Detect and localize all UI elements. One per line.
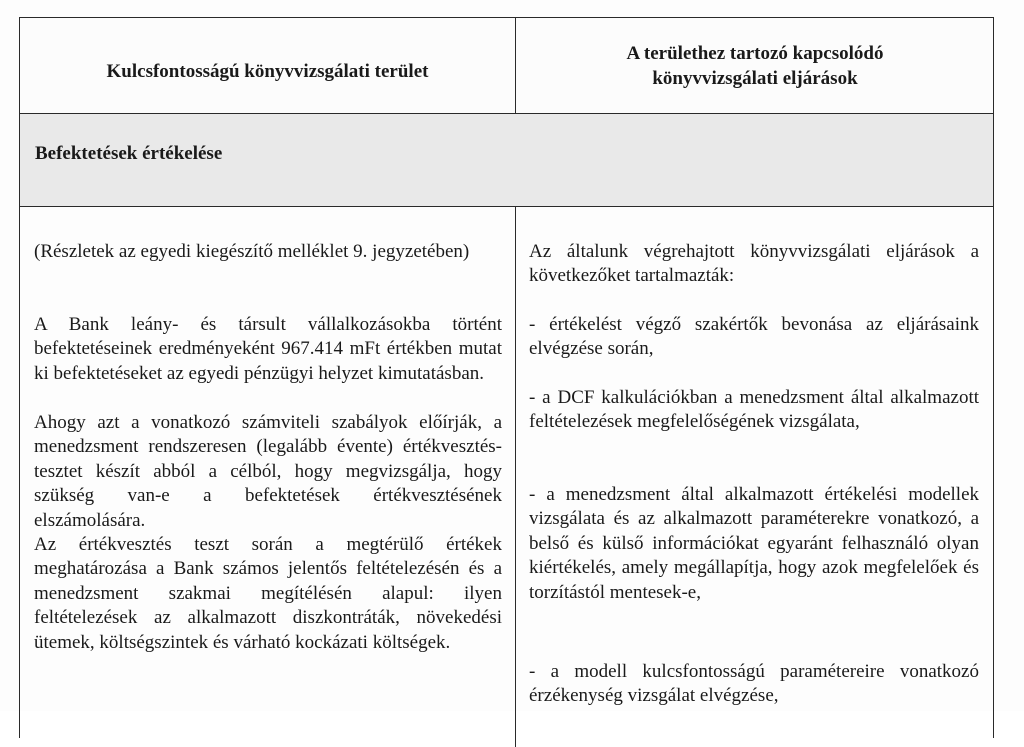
procedure-item-4: - a modell kulcsfontosságú paramétereire vonatkozó érzékenység vizsgálat elvégzése, <box>529 661 979 707</box>
paragraph-reference: (Részletek az egyedi kiegészítő melléklet 9. jegyzetében) <box>34 241 470 262</box>
key-audit-matter-cell <box>20 207 516 747</box>
section-title-row <box>20 114 993 207</box>
header-audit-procedures <box>517 18 993 113</box>
table-header-row <box>20 18 993 114</box>
procedure-item-1: - értékelést végző szakértők bevonása az eljárásaink elvégzése során, <box>529 314 979 360</box>
section-title: Befektetések értékelése <box>35 143 223 164</box>
header-left-text: Kulcsfontosságú könyvvizsgálati terület <box>106 61 429 82</box>
paragraph-impairment-test: Ahogy azt a vonatkozó számviteli szabályok előírják, a menedzsment rendszeresen (legalább évente) értékvesztés-tesztet készít abból a célból, hogy megvizsgálja, hogy szükség van-e a befektetések értékvesztésének elszámolására. <box>34 412 502 531</box>
audit-matters-table <box>19 17 994 738</box>
header-right-line-2: könyvvizsgálati eljárások <box>652 67 858 89</box>
paragraph-investments: A Bank leány- és társult vállalkozásokba történt befektetéseinek eredményeként 967.414 mFt értékben mutat ki befektetéseket az egyedi pénzügyi helyzet kimutatásban. <box>34 314 502 384</box>
audit-procedures-cell <box>517 207 993 747</box>
header-key-audit-matter <box>20 18 516 119</box>
header-right-block <box>627 41 884 91</box>
procedures-intro: Az általunk végrehajtott könyvvizsgálati eljárások a következőket tartalmazták: <box>529 241 979 287</box>
header-right-line-1: A területhez tartozó kapcsolódó <box>626 42 884 64</box>
procedure-item-2: - a DCF kalkulációkban a menedzsment által alkalmazott feltételezések megfelelőségének vizsgálata, <box>529 387 979 433</box>
paragraph-assumptions: Az értékvesztés teszt során a megtérülő értékek meghatározása a Bank számos jelentős feltételezésén és a menedzsment szakmai megítélésén alapul: ilyen feltételezések az alkalmazott diszkontráták, növekedési ütemek, költségszintek és várható kockázati költségek. <box>34 534 502 653</box>
procedure-item-3: - a menedzsment által alkalmazott értékelési modellek vizsgálata és az alkalmazott paraméterekre vonatkozó, a belső és külső információkat egyaránt felhasználó olyan kiértékelés, amely megállapítja, hogy azok megfelelőek és torzítástól mentesek-e, <box>529 484 979 603</box>
